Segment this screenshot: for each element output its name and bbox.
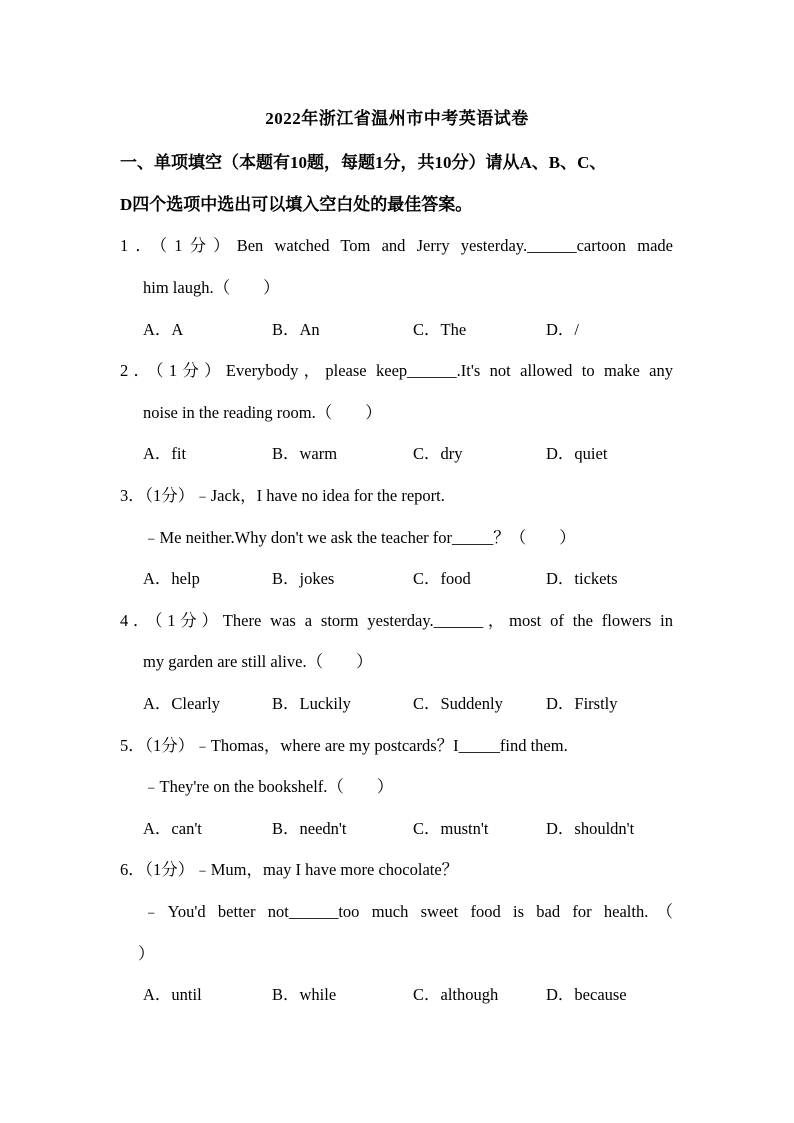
- question-3-stem-line-2: ﹣Me neither.Why don't we ask the teacher for_____？（ ）: [143, 528, 576, 547]
- question-5-option-a: A．can't: [143, 819, 202, 838]
- question-2-option-a: A．fit: [143, 444, 187, 463]
- question-3-option-d: D．tickets: [546, 569, 618, 588]
- question-5-option-d: D．shouldn't: [546, 819, 635, 838]
- question-4-option-a: A．Clearly: [143, 694, 220, 713]
- question-6-option-a: A．until: [143, 985, 202, 1004]
- question-1-stem-line-1: 1．（1分）Ben watched Tom and Jerry yesterday.______cartoon made: [120, 236, 673, 255]
- question-3-stem-line-1: 3．（1分）﹣Jack，I have no idea for the report.: [120, 486, 445, 505]
- question-6-option-c: C．although: [413, 985, 499, 1004]
- question-6-option-d: D．because: [546, 985, 627, 1004]
- question-6-stem-line-1: 6．（1分）﹣Mum，may I have more chocolate？: [120, 860, 459, 879]
- question-1-option-d: D．/: [546, 320, 579, 339]
- question-2-stem-line-1: 2．（1分）Everybody，please keep______.It's not allowed to make any: [120, 361, 673, 380]
- question-1-option-c: C．The: [413, 320, 467, 339]
- section-instruction-line-1: 一、单项填空（本题有10题，每题1分，共10分）请从A、B、C、: [120, 153, 607, 172]
- question-4-option-b: B．Luckily: [272, 694, 351, 713]
- question-3-option-b: B．jokes: [272, 569, 335, 588]
- page-title: 2022年浙江省温州市中考英语试卷: [265, 109, 529, 128]
- question-2-option-d: D．quiet: [546, 444, 608, 463]
- question-6-option-b: B．while: [272, 985, 337, 1004]
- question-4-option-d: D．Firstly: [546, 694, 618, 713]
- question-4-stem-line-1: 4．（1分）There was a storm yesterday.______，most of the flowers in: [120, 611, 673, 630]
- section-instruction-line-2: D四个选项中选出可以填入空白处的最佳答案。: [120, 195, 473, 214]
- question-4-stem-line-2: my garden are still alive.（ ）: [143, 652, 373, 671]
- question-1-option-a: A．A: [143, 320, 184, 339]
- question-4-option-c: C．Suddenly: [413, 694, 503, 713]
- question-2-option-c: C．dry: [413, 444, 463, 463]
- question-3-option-c: C．food: [413, 569, 471, 588]
- question-2-option-b: B．warm: [272, 444, 338, 463]
- question-5-stem-line-1: 5．（1分）﹣Thomas，where are my postcards？I_____find them.: [120, 736, 568, 755]
- question-5-option-c: C．mustn't: [413, 819, 489, 838]
- question-2-stem-line-2: noise in the reading room.（ ）: [143, 403, 382, 422]
- question-6-stem-line-3: ）: [138, 944, 155, 963]
- question-1-stem-line-2: him laugh.（ ）: [143, 278, 280, 297]
- question-1-option-b: B．An: [272, 320, 320, 339]
- question-5-option-b: B．needn't: [272, 819, 347, 838]
- question-5-stem-line-2: ﹣They're on the bookshelf.（ ）: [143, 777, 394, 796]
- question-3-option-a: A．help: [143, 569, 200, 588]
- question-6-stem-line-2: ﹣You'd better not______too much sweet food is bad for health.（: [143, 902, 673, 921]
